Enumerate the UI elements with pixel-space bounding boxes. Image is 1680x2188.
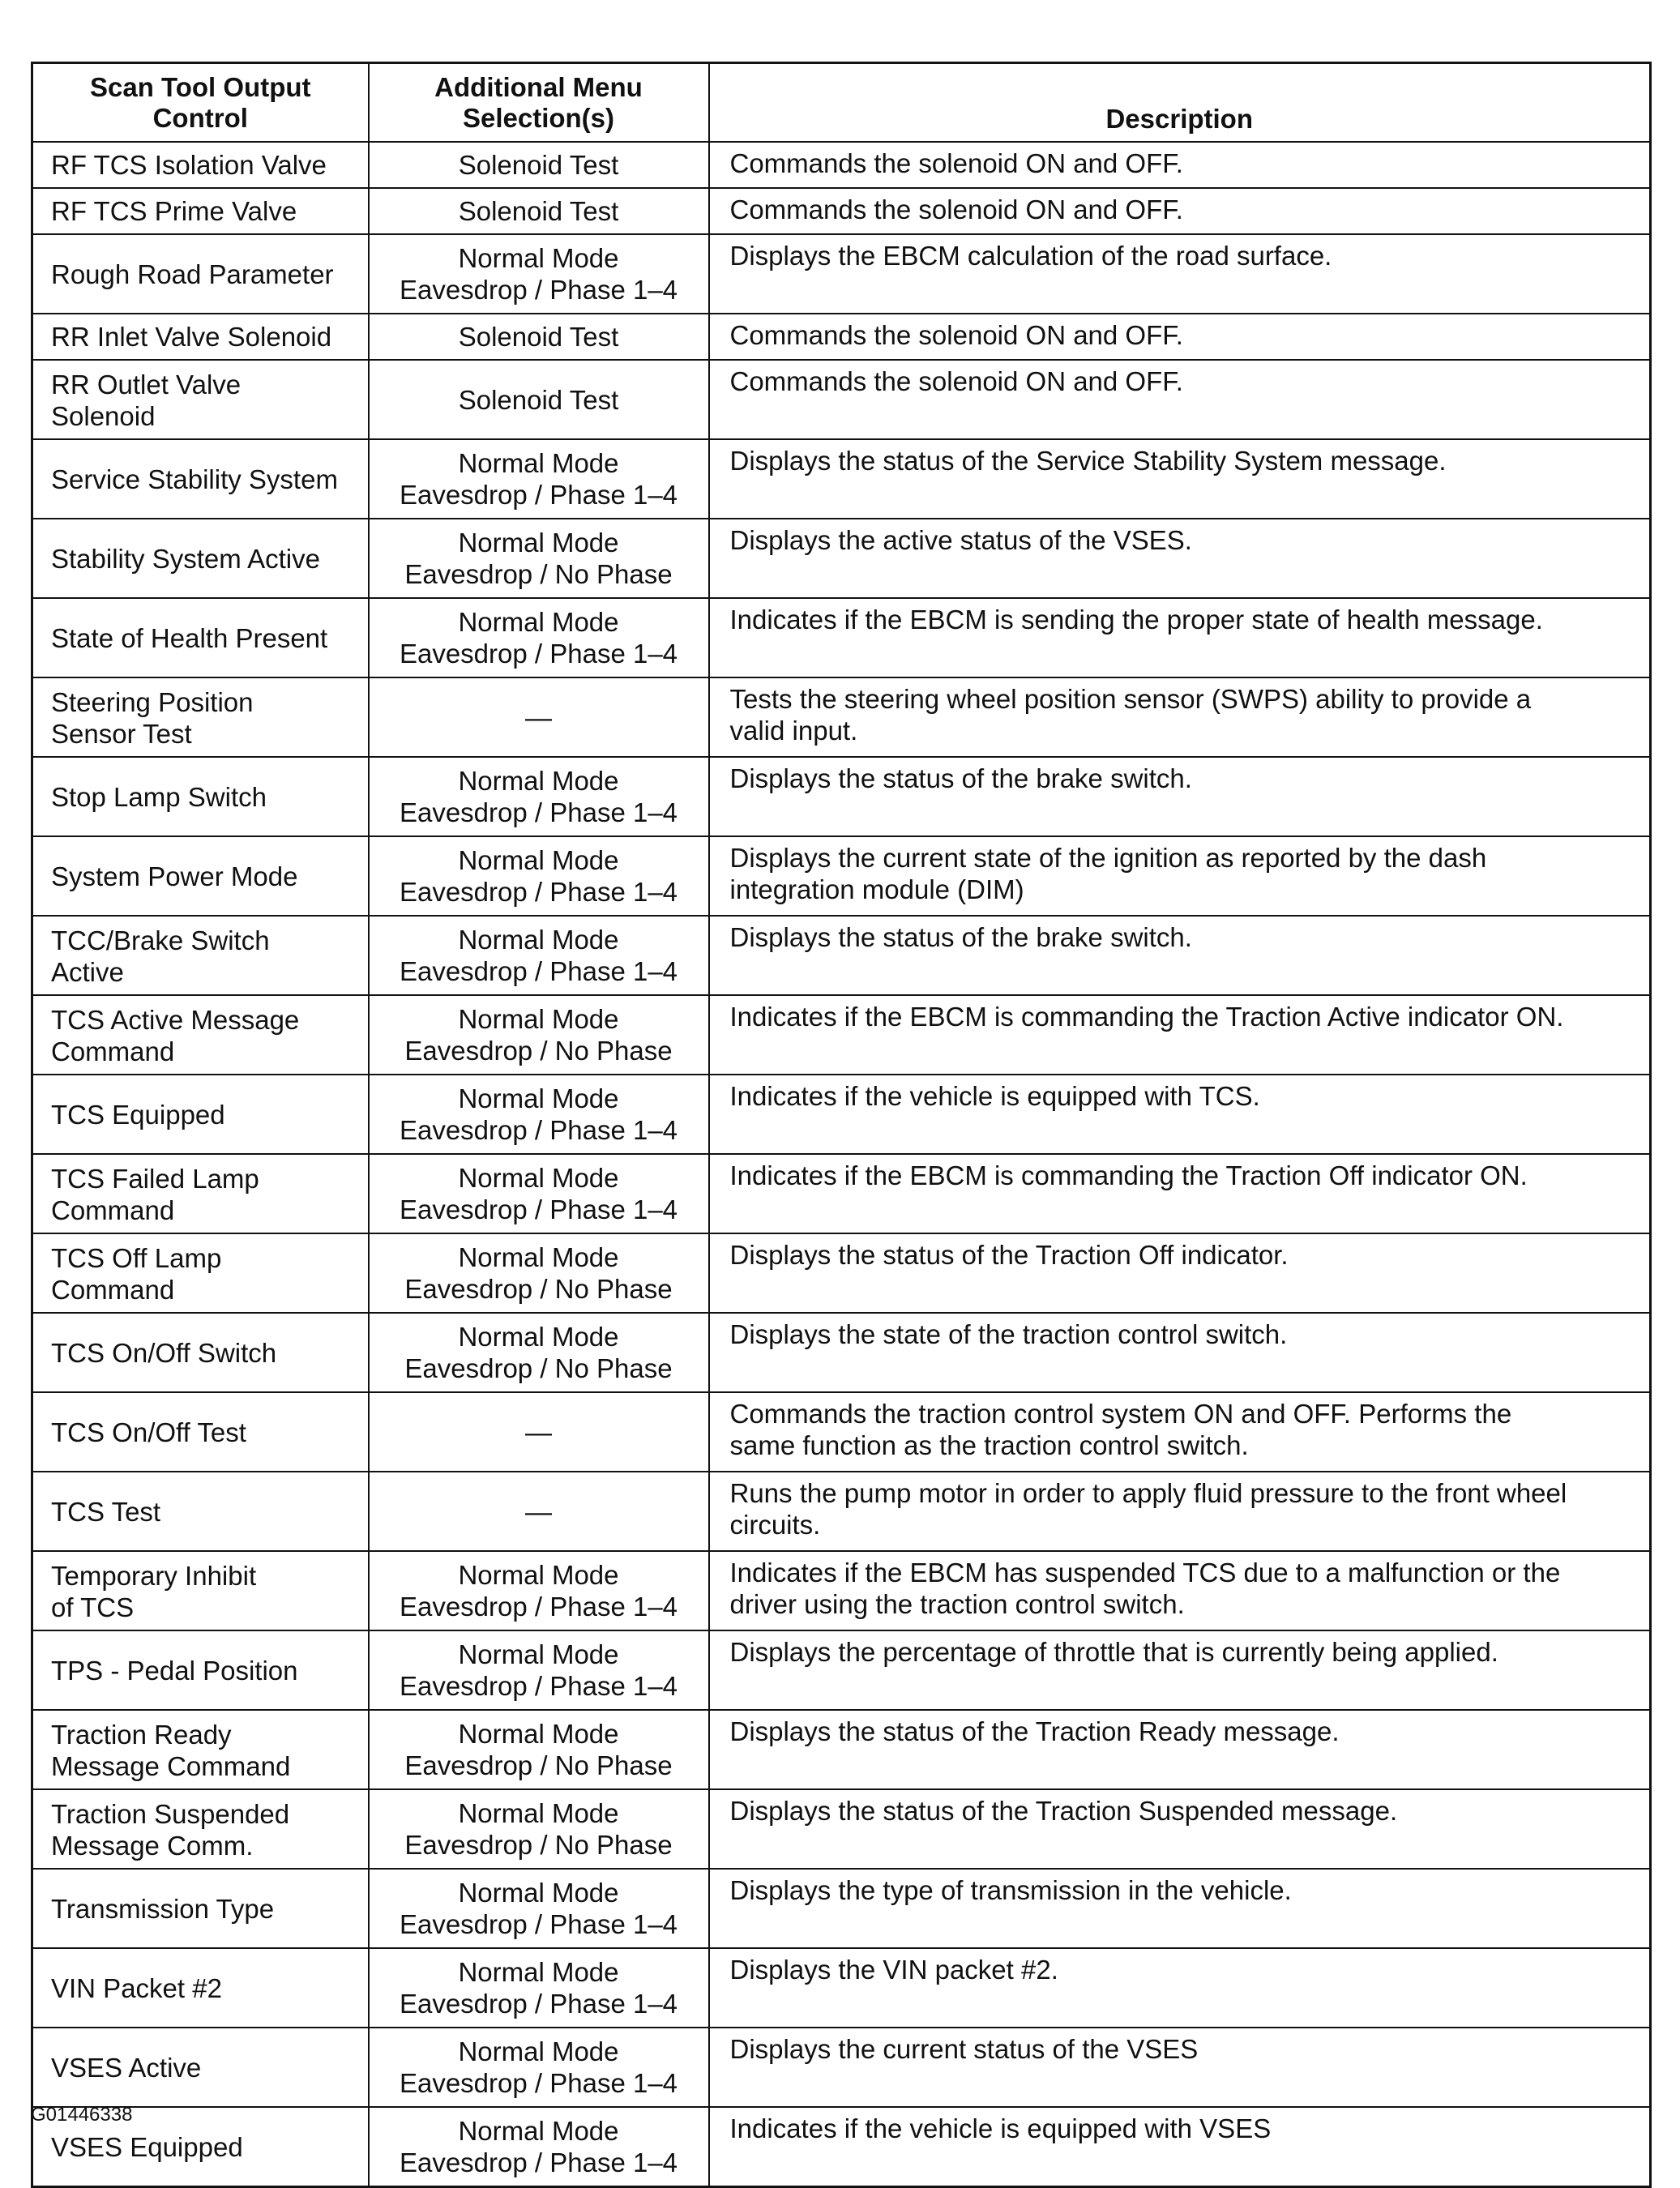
- cell-scan-tool-output-control: TCC/Brake Switch Active: [32, 916, 369, 995]
- cell-scan-tool-output-control: System Power Mode: [32, 836, 369, 916]
- cell-description: Displays the type of transmission in the vehicle.: [709, 1869, 1651, 1948]
- cell-description: Commands the solenoid ON and OFF.: [709, 142, 1651, 188]
- cell-additional-menu-selection: Solenoid Test: [369, 188, 709, 234]
- cell-scan-tool-output-control: Transmission Type: [32, 1869, 369, 1948]
- table-row: [32, 995, 1651, 1075]
- cell-additional-menu-selection: Solenoid Test: [369, 314, 709, 360]
- cell-description: Displays the state of the traction control switch.: [709, 1313, 1651, 1392]
- table-row: [32, 1472, 1651, 1551]
- cell-description: Displays the status of the brake switch.: [709, 916, 1651, 995]
- table-row: [32, 2107, 1651, 2187]
- table-row: [32, 1392, 1651, 1472]
- cell-description: Displays the current status of the VSES: [709, 2028, 1651, 2107]
- cell-scan-tool-output-control: TCS Failed Lamp Command: [32, 1154, 369, 1233]
- cell-additional-menu-selection: Normal Mode Eavesdrop / Phase 1–4: [369, 1948, 709, 2028]
- cell-description: Commands the traction control system ON and OFF. Performs the same function as the traction control switch.: [709, 1392, 1651, 1472]
- cell-additional-menu-selection: Normal Mode Eavesdrop / No Phase: [369, 1313, 709, 1392]
- cell-scan-tool-output-control: TCS Equipped: [32, 1075, 369, 1154]
- cell-description: Displays the status of the Traction Suspended message.: [709, 1789, 1651, 1869]
- table-body: [32, 142, 1651, 2187]
- cell-scan-tool-output-control: TCS On/Off Test: [32, 1392, 369, 1472]
- cell-description: Runs the pump motor in order to apply fluid pressure to the front wheel circuits.: [709, 1472, 1651, 1551]
- cell-additional-menu-selection: Normal Mode Eavesdrop / Phase 1–4: [369, 836, 709, 916]
- cell-additional-menu-selection: —: [369, 1392, 709, 1472]
- cell-additional-menu-selection: Normal Mode Eavesdrop / No Phase: [369, 519, 709, 598]
- table-row: [32, 1948, 1651, 2028]
- cell-description: Displays the percentage of throttle that is currently being applied.: [709, 1630, 1651, 1710]
- header-row: [32, 63, 1651, 143]
- header-description: Description: [709, 63, 1651, 143]
- cell-description: Displays the active status of the VSES.: [709, 519, 1651, 598]
- table-row: [32, 142, 1651, 188]
- table-row: [32, 360, 1651, 439]
- cell-description: Displays the VIN packet #2.: [709, 1948, 1651, 2028]
- table-row: [32, 1869, 1651, 1948]
- cell-scan-tool-output-control: TPS - Pedal Position: [32, 1630, 369, 1710]
- cell-scan-tool-output-control: Service Stability System: [32, 439, 369, 519]
- table-row: [32, 1710, 1651, 1789]
- cell-scan-tool-output-control: Stop Lamp Switch: [32, 757, 369, 836]
- figure-reference-id: G01446338: [31, 2104, 133, 2126]
- cell-additional-menu-selection: Normal Mode Eavesdrop / Phase 1–4: [369, 1630, 709, 1710]
- cell-description: Displays the status of the brake switch.: [709, 757, 1651, 836]
- cell-scan-tool-output-control: TCS On/Off Switch: [32, 1313, 369, 1392]
- cell-description: Displays the status of the Service Stability System message.: [709, 439, 1651, 519]
- table-row: [32, 234, 1651, 314]
- cell-scan-tool-output-control: TCS Active Message Command: [32, 995, 369, 1075]
- cell-scan-tool-output-control: VIN Packet #2: [32, 1948, 369, 2028]
- cell-scan-tool-output-control: RR Inlet Valve Solenoid: [32, 314, 369, 360]
- header-additional-menu-selections: Additional Menu Selection(s): [369, 63, 709, 143]
- table-row: [32, 836, 1651, 916]
- cell-additional-menu-selection: Normal Mode Eavesdrop / Phase 1–4: [369, 1154, 709, 1233]
- cell-description: Indicates if the EBCM is commanding the Traction Off indicator ON.: [709, 1154, 1651, 1233]
- cell-additional-menu-selection: Normal Mode Eavesdrop / Phase 1–4: [369, 2028, 709, 2107]
- table-row: [32, 757, 1651, 836]
- cell-scan-tool-output-control: RF TCS Isolation Valve: [32, 142, 369, 188]
- cell-scan-tool-output-control: Rough Road Parameter: [32, 234, 369, 314]
- cell-scan-tool-output-control: State of Health Present: [32, 598, 369, 677]
- cell-scan-tool-output-control: VSES Active: [32, 2028, 369, 2107]
- cell-description: Indicates if the EBCM is commanding the Traction Active indicator ON.: [709, 995, 1651, 1075]
- table-row: [32, 1551, 1651, 1630]
- table-row: [32, 188, 1651, 234]
- table-row: [32, 1233, 1651, 1313]
- cell-scan-tool-output-control: Temporary Inhibit of TCS: [32, 1551, 369, 1630]
- cell-additional-menu-selection: —: [369, 1472, 709, 1551]
- cell-description: Displays the status of the Traction Off indicator.: [709, 1233, 1651, 1313]
- table-row: [32, 1313, 1651, 1392]
- table-row: [32, 2028, 1651, 2107]
- cell-description: Indicates if the EBCM is sending the proper state of health message.: [709, 598, 1651, 677]
- cell-description: Commands the solenoid ON and OFF.: [709, 360, 1651, 439]
- cell-scan-tool-output-control: RF TCS Prime Valve: [32, 188, 369, 234]
- table-row: [32, 1630, 1651, 1710]
- cell-scan-tool-output-control: Steering Position Sensor Test: [32, 677, 369, 757]
- cell-additional-menu-selection: Normal Mode Eavesdrop / Phase 1–4: [369, 1869, 709, 1948]
- cell-additional-menu-selection: Normal Mode Eavesdrop / Phase 1–4: [369, 598, 709, 677]
- table-row: [32, 598, 1651, 677]
- cell-additional-menu-selection: Normal Mode Eavesdrop / Phase 1–4: [369, 757, 709, 836]
- table-row: [32, 314, 1651, 360]
- cell-description: Indicates if the vehicle is equipped with VSES: [709, 2107, 1651, 2187]
- cell-description: Displays the EBCM calculation of the road surface.: [709, 234, 1651, 314]
- cell-additional-menu-selection: —: [369, 677, 709, 757]
- table-row: [32, 1789, 1651, 1869]
- cell-additional-menu-selection: Normal Mode Eavesdrop / No Phase: [369, 995, 709, 1075]
- scan-tool-output-table: [31, 62, 1652, 2188]
- cell-scan-tool-output-control: TCS Off Lamp Command: [32, 1233, 369, 1313]
- cell-description: Tests the steering wheel position sensor (SWPS) ability to provide a valid input.: [709, 677, 1651, 757]
- cell-additional-menu-selection: Normal Mode Eavesdrop / Phase 1–4: [369, 439, 709, 519]
- cell-scan-tool-output-control: RR Outlet Valve Solenoid: [32, 360, 369, 439]
- cell-description: Displays the current state of the ignition as reported by the dash integration module (DIM): [709, 836, 1651, 916]
- table-row: [32, 439, 1651, 519]
- table-row: [32, 677, 1651, 757]
- cell-scan-tool-output-control: TCS Test: [32, 1472, 369, 1551]
- table-header: [32, 63, 1651, 143]
- table-row: [32, 519, 1651, 598]
- cell-scan-tool-output-control: VSES Equipped: [32, 2107, 369, 2187]
- cell-additional-menu-selection: Normal Mode Eavesdrop / Phase 1–4: [369, 1551, 709, 1630]
- cell-additional-menu-selection: Solenoid Test: [369, 360, 709, 439]
- cell-scan-tool-output-control: Traction Suspended Message Comm.: [32, 1789, 369, 1869]
- table-row: [32, 1154, 1651, 1233]
- cell-description: Commands the solenoid ON and OFF.: [709, 188, 1651, 234]
- cell-additional-menu-selection: Normal Mode Eavesdrop / Phase 1–4: [369, 234, 709, 314]
- table-row: [32, 1075, 1651, 1154]
- cell-additional-menu-selection: Normal Mode Eavesdrop / Phase 1–4: [369, 916, 709, 995]
- cell-description: Displays the status of the Traction Ready message.: [709, 1710, 1651, 1789]
- cell-scan-tool-output-control: Traction Ready Message Command: [32, 1710, 369, 1789]
- header-scan-tool-output-control: Scan Tool Output Control: [32, 63, 369, 143]
- cell-additional-menu-selection: Normal Mode Eavesdrop / No Phase: [369, 1789, 709, 1869]
- cell-additional-menu-selection: Normal Mode Eavesdrop / Phase 1–4: [369, 1075, 709, 1154]
- cell-additional-menu-selection: Normal Mode Eavesdrop / No Phase: [369, 1233, 709, 1313]
- cell-description: Indicates if the EBCM has suspended TCS due to a malfunction or the driver using the traction control switch.: [709, 1551, 1651, 1630]
- table-row: [32, 916, 1651, 995]
- cell-scan-tool-output-control: Stability System Active: [32, 519, 369, 598]
- cell-additional-menu-selection: Normal Mode Eavesdrop / No Phase: [369, 1710, 709, 1789]
- cell-description: Commands the solenoid ON and OFF.: [709, 314, 1651, 360]
- cell-additional-menu-selection: Normal Mode Eavesdrop / Phase 1–4: [369, 2107, 709, 2187]
- cell-additional-menu-selection: Solenoid Test: [369, 142, 709, 188]
- cell-description: Indicates if the vehicle is equipped with TCS.: [709, 1075, 1651, 1154]
